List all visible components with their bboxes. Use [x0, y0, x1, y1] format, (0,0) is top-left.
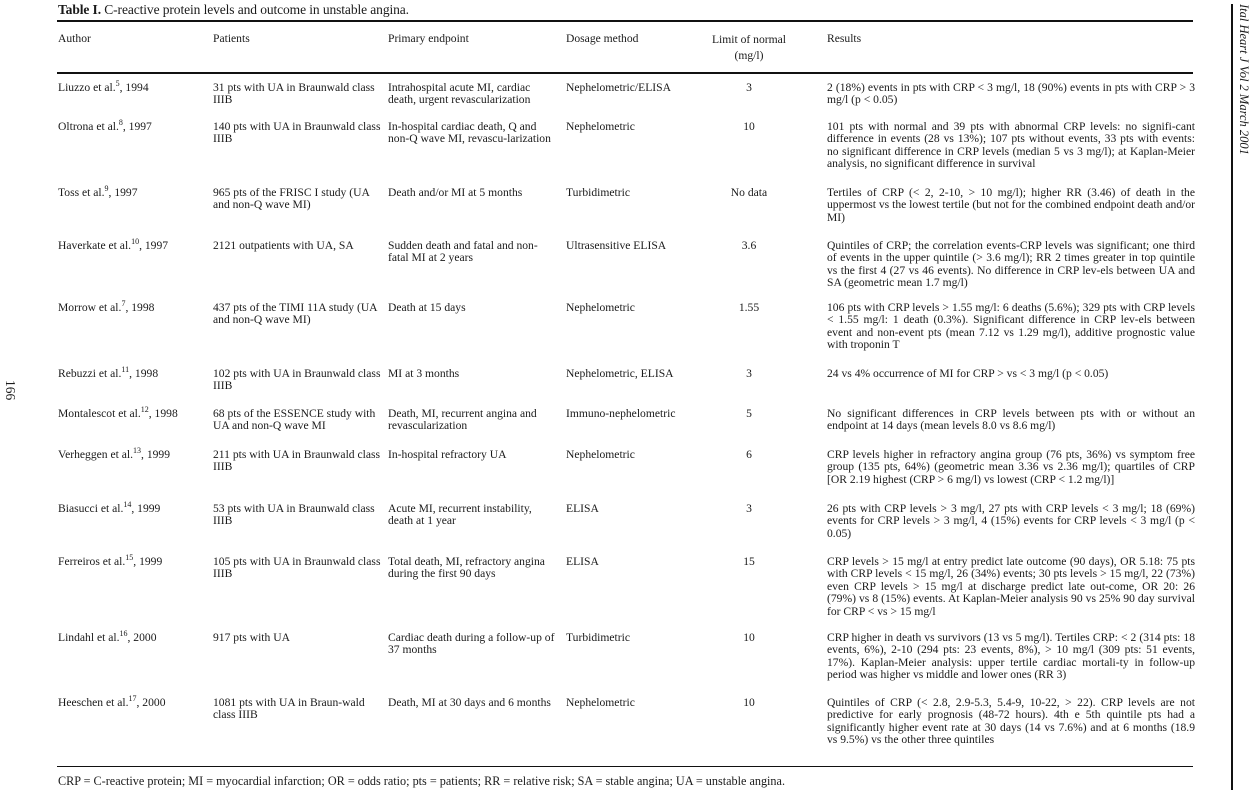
cell-primary-endpoint: Sudden death and fatal and non-fatal MI at 2 years	[388, 239, 538, 265]
cell-patients: 105 pts with UA in Braunwald class IIIB	[213, 555, 381, 581]
cell-author	[58, 553, 206, 568]
cell-dosage-method: Nephelometric, ELISA	[566, 367, 674, 380]
cell-results: Tertiles of CRP (< 2, 2-10, > 10 mg/l); higher RR (3.46) of death in the uppermost vs the lowest tertile (but not for the combined endpoint death and/or MI)	[827, 186, 1195, 224]
table-footnote: CRP = C-reactive protein; MI = myocardial infarction; OR = odds ratio; pts = patients; RR = relative risk; SA = stable angina; UA = unstable angina.	[58, 774, 785, 788]
cell-results: 24 vs 4% occurrence of MI for CRP > vs < 3 mg/l (p < 0.05)	[827, 367, 1109, 380]
cell-results: Quintiles of CRP; the correlation events-CRP levels was significant; one third of events in the upper quintile (> 3.6 mg/l); RR 2 times greater in top quintile vs the first 4 (27 vs 46 events). No difference in CRP lev-els between UA and SA (geometric mean 1.7 mg/l)	[827, 239, 1195, 290]
author-name: Heeschen et al.	[58, 696, 129, 709]
cell-patients: 211 pts with UA in Braunwald class IIIB	[213, 448, 381, 474]
publication-year: , 1999	[131, 502, 161, 515]
cell-patients: 1081 pts with UA in Braun-wald class IIIB	[213, 696, 365, 722]
journal-running-head	[1237, 4, 1251, 204]
reference-number: 13	[133, 446, 142, 455]
author-name: Liuzzo et al.	[58, 81, 116, 94]
cell-results: CRP levels higher in refractory angina group (76 pts, 36%) vs symptom free group (135 pts, 64%) (geometric mean 3.36 vs 2.36 mg/l); quartiles of CRP [OR 2.19 highest (CRP > 6 mg/l) vs lowest (CRP < 1.2 mg/l)]	[827, 448, 1195, 486]
publication-year: , 2000	[136, 696, 166, 709]
cell-primary-endpoint: Death, MI, recurrent angina and revascularization	[388, 407, 537, 433]
header-patients: Patients	[213, 32, 250, 45]
cell-author	[58, 299, 206, 314]
cell-primary-endpoint: Intrahospital acute MI, cardiac death, urgent revascularization	[388, 81, 531, 107]
cell-dosage-method: Nephelometric	[566, 120, 635, 133]
reference-number: 15	[125, 553, 134, 562]
publication-year: , 2000	[127, 631, 157, 644]
cell-primary-endpoint: Death at 15 days	[388, 301, 466, 314]
reference-number: 7	[121, 299, 126, 308]
cell-author	[58, 184, 206, 199]
cell-primary-endpoint: Total death, MI, refractory angina during the first 90 days	[388, 555, 545, 581]
cell-primary-endpoint: Cardiac death during a follow-up of 37 months	[388, 631, 555, 657]
reference-number: 17	[128, 694, 137, 703]
cell-author	[58, 365, 206, 380]
author-name: Biasucci et al.	[58, 502, 124, 515]
cell-dosage-method: Nephelometric	[566, 301, 635, 314]
cell-results: 101 pts with normal and 39 pts with abnormal CRP levels: no signifi-cant difference in events (28 vs 13%); 107 pts without events, 33 pts with events: no significant difference in CRP levels (median 5 vs 3 mg/l); at Kaplan-Meier analysis, no significant difference in survival	[827, 120, 1195, 171]
author-name: Verheggen et al.	[58, 448, 134, 461]
cell-patients: 2121 outpatients with UA, SA	[213, 239, 354, 252]
cell-results: 2 (18%) events in pts with CRP < 3 mg/l, 18 (90%) events in pts with CRP > 3 mg/l (p < 0.05)	[827, 81, 1195, 107]
publication-year: , 1998	[125, 301, 155, 314]
cell-patients: 68 pts of the ESSENCE study with UA and non-Q wave MI	[213, 407, 376, 433]
cell-patients: 437 pts of the TIMI 11A study (UA and non-Q wave MI)	[213, 301, 377, 327]
author-name: Ferreiros et al.	[58, 555, 126, 568]
cell-limit-of-normal: 5	[746, 407, 752, 420]
table-label: Table I.	[58, 2, 101, 17]
journal-running-head-text: Ital Heart J Vol 2 March 2001	[1237, 4, 1251, 155]
cell-limit-of-normal: 3	[746, 502, 752, 515]
author-name: Oltrona et al.	[58, 120, 119, 133]
cell-dosage-method: Ultrasensitive ELISA	[566, 239, 667, 252]
cell-dosage-method: Nephelometric/ELISA	[566, 81, 671, 94]
cell-results: 26 pts with CRP levels > 3 mg/l, 27 pts with CRP levels < 3 mg/l; 18 (69%) events for CRP levels > 3 mg/l, 4 (15%) events for CRP levels < 3 mg/l (p < 0.05)	[827, 502, 1195, 540]
reference-number: 10	[131, 237, 140, 246]
table-top-rule	[57, 20, 1193, 22]
header-results: Results	[827, 32, 862, 45]
cell-primary-endpoint: In-hospital cardiac death, Q and non-Q wave MI, revascu-larization	[388, 120, 551, 146]
cell-results: 106 pts with CRP levels > 1.55 mg/l: 6 deaths (5.6%); 329 pts with CRP levels < 1.55 mg/l: 1 death (0.3%). Significant difference in CRP lev-els between event and non-event pts (mean 7.12 vs 1.29 mg/l), additive prognostic value with troponin T	[827, 301, 1195, 352]
reference-number: 12	[140, 405, 149, 414]
cell-author	[58, 500, 206, 515]
table-title	[58, 2, 409, 18]
cell-limit-of-normal: 3	[746, 81, 752, 94]
cell-author	[58, 405, 206, 420]
cell-limit-of-normal: 3.6	[741, 239, 757, 252]
cell-patients: 917 pts with UA	[213, 631, 290, 644]
author-name: Toss et al.	[58, 186, 105, 199]
reference-number: 16	[119, 629, 128, 638]
header-limit-line1: Limit of normal	[711, 33, 787, 46]
cell-dosage-method: Immuno-nephelometric	[566, 407, 676, 420]
page-number	[2, 380, 22, 410]
header-limit-of-normal	[700, 32, 798, 64]
author-name: Morrow et al.	[58, 301, 122, 314]
table-bottom-rule	[57, 766, 1193, 767]
cell-author	[58, 118, 206, 133]
cell-dosage-method: Nephelometric	[566, 448, 635, 461]
table-caption: C-reactive protein levels and outcome in unstable angina.	[100, 2, 409, 17]
cell-limit-of-normal: 1.55	[738, 301, 760, 314]
header-primary-endpoint: Primary endpoint	[388, 32, 469, 45]
header-author: Author	[58, 32, 91, 45]
cell-primary-endpoint: In-hospital refractory UA	[388, 448, 507, 461]
author-name: Haverkate et al.	[58, 239, 132, 252]
author-name: Montalescot et al.	[58, 407, 141, 420]
cell-limit-of-normal: 3	[746, 367, 752, 380]
cell-patients: 31 pts with UA in Braunwald class IIIB	[213, 81, 375, 107]
cell-limit-of-normal: 15	[743, 555, 755, 568]
cell-primary-endpoint: Death and/or MI at 5 months	[388, 186, 523, 199]
publication-year: , 1998	[148, 407, 178, 420]
cell-patients: 102 pts with UA in Braunwald class IIIB	[213, 367, 381, 393]
cell-author	[58, 79, 206, 94]
table-header-rule	[57, 72, 1193, 74]
header-limit-line2: (mg/l)	[734, 49, 764, 62]
cell-author	[58, 446, 206, 461]
publication-year: , 1999	[141, 448, 170, 461]
page-number-text: 166	[3, 380, 18, 401]
cell-results: CRP higher in death vs survivors (13 vs 5 mg/l). Tertiles CRP: < 2 (314 pts: 18 events, 6%), 2-10 (294 pts: 23 events, 8%), > 10 mg/l (309 pts: 51 events, 17%). Kaplan-Meier analysis: upper tertile cardiac mortali-ty in follow-up period was higher vs middle and lower ones (RR 3)	[827, 631, 1195, 682]
header-dosage-method: Dosage method	[566, 32, 639, 45]
author-name: Lindahl et al.	[58, 631, 120, 644]
page-margin-rule	[1231, 4, 1233, 790]
publication-year: , 1997	[139, 239, 169, 252]
reference-number: 11	[121, 365, 130, 374]
cell-dosage-method: Turbidimetric	[566, 186, 630, 199]
cell-patients: 965 pts of the FRISC I study (UA and non-Q wave MI)	[213, 186, 370, 212]
reference-number: 8	[118, 118, 123, 127]
cell-limit-of-normal: 10	[743, 696, 755, 709]
cell-limit-of-normal: 6	[746, 448, 752, 461]
reference-number: 9	[104, 184, 109, 193]
cell-dosage-method: Turbidimetric	[566, 631, 630, 644]
publication-year: , 1994	[119, 81, 149, 94]
cell-primary-endpoint: Acute MI, recurrent instability, death at 1 year	[388, 502, 532, 528]
cell-primary-endpoint: MI at 3 months	[388, 367, 460, 380]
cell-results: Quintiles of CRP (< 2.8, 2.9-5.3, 5.4-9, 10-22, > 22). CRP levels are not predictive for early prognosis (48-72 hours). 4th e 5th quintile pts had a significantly higher event rate at 30 days (14 vs 7.6%) and at 6 months (18.9 vs 9.5%) vs the other three quintiles	[827, 696, 1195, 747]
cell-patients: 140 pts with UA in Braunwald class IIIB	[213, 120, 381, 146]
cell-dosage-method: ELISA	[566, 502, 599, 515]
cell-author	[58, 694, 206, 709]
cell-author	[58, 629, 206, 644]
author-name: Rebuzzi et al.	[58, 367, 122, 380]
cell-limit-of-normal: No data	[730, 186, 768, 199]
cell-patients: 53 pts with UA in Braunwald class IIIB	[213, 502, 375, 528]
publication-year: , 1999	[133, 555, 163, 568]
cell-limit-of-normal: 10	[743, 631, 755, 644]
publication-year: , 1998	[129, 367, 159, 380]
publication-year: , 1997	[122, 120, 152, 133]
cell-dosage-method: ELISA	[566, 555, 599, 568]
publication-year: , 1997	[108, 186, 138, 199]
reference-number: 14	[123, 500, 132, 509]
cell-author	[58, 237, 206, 252]
cell-limit-of-normal: 10	[743, 120, 755, 133]
reference-number: 5	[115, 79, 120, 88]
cell-primary-endpoint: Death, MI at 30 days and 6 months	[388, 696, 551, 709]
cell-results: No significant differences in CRP levels between pts with or without an endpoint at 14 days (mean levels 8.0 vs 8.6 mg/l)	[827, 407, 1195, 433]
cell-results: CRP levels > 15 mg/l at entry predict late outcome (90 days), OR 5.18: 75 pts with CRP levels < 15 mg/l, 26 (34%) events; 30 pts levels > 15 mg/l, 22 (73%) even CRP levels > 15 mg/l at discharge predict late out-come, OR 20: 26 (79%) vs 8 (15%) events. At Kaplan-Meier analysis 90 vs 25% 90 day survival for CRP < vs > 15 mg/l	[827, 555, 1195, 618]
cell-dosage-method: Nephelometric	[566, 696, 635, 709]
